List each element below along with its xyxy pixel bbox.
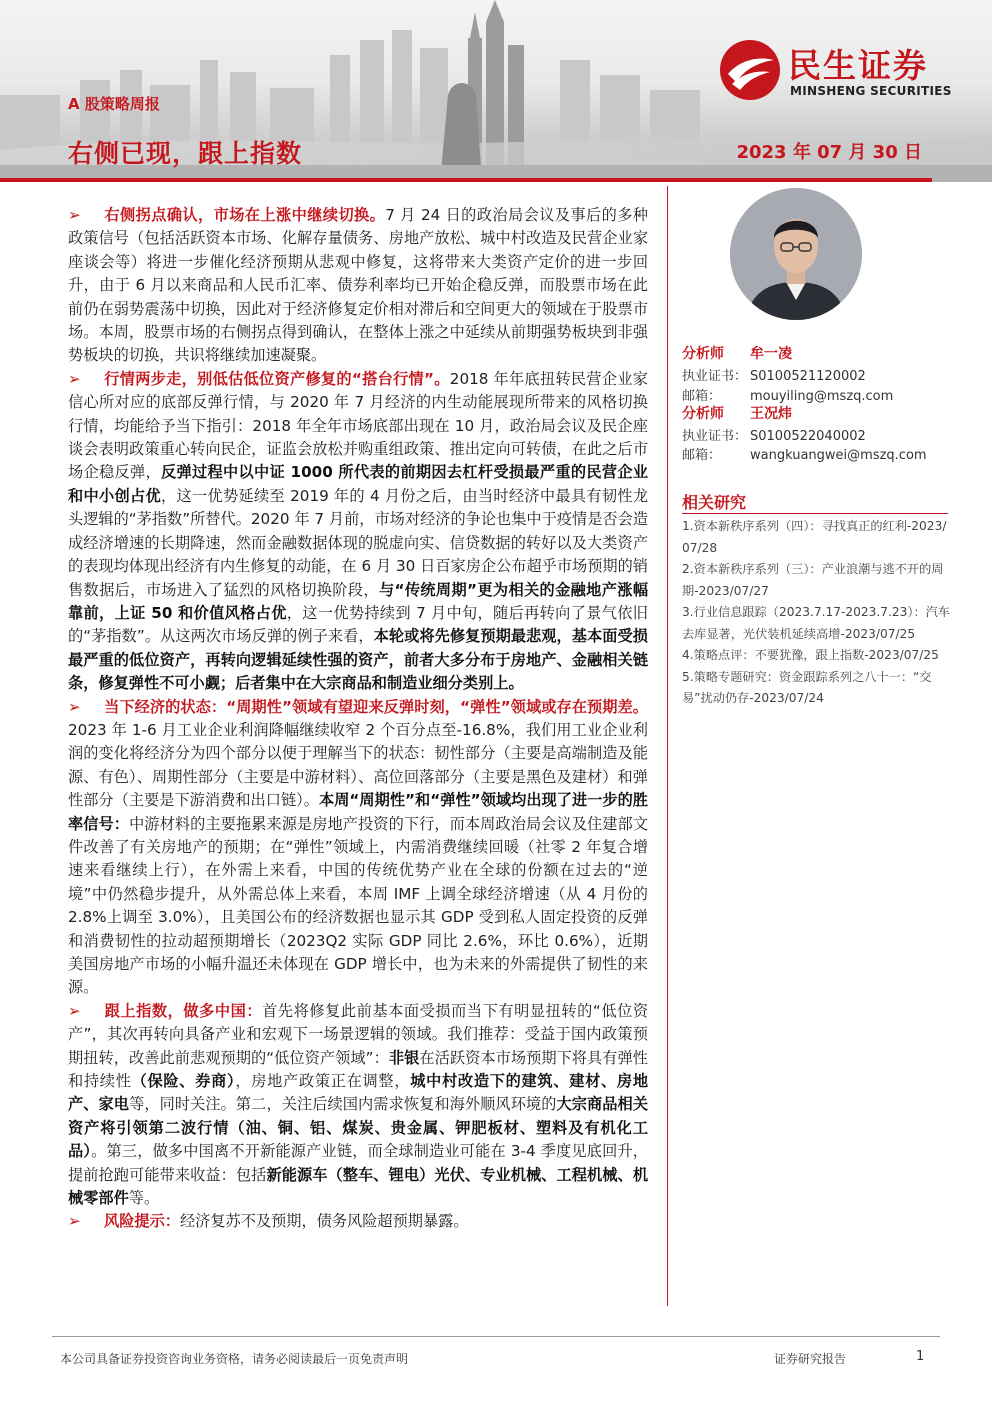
body-text: ，这一优势持续到 7 月中旬，随后再转向了景气依旧的“茅指数”。从这两次市场反弹的例子来看，: [68, 603, 648, 646]
bullet-paragraph: [68, 1210, 648, 1233]
bullet-paragraph: [68, 368, 648, 696]
analyst-1-mail-row: [682, 385, 893, 404]
emphasis-text: 非银: [388, 1048, 420, 1067]
emphasis-text: 城中村改造下的建筑、建材、房地产、家电: [68, 1072, 649, 1114]
bullet-arrow-icon: ➢: [68, 206, 81, 224]
emphasis-text: 大宗商品相关资产将引领第二波行情（油、铜、铝、煤炭、贵金属、钾肥板材、塑料及有机化工品）: [68, 1095, 649, 1161]
related-item[interactable]: 4.策略点评：不要犹豫，跟上指数-2023/07/25: [682, 648, 939, 662]
related-item[interactable]: 5.策略专题研究：资金跟踪系列之八十一：“交易”扰动仍存-2023/07/24: [682, 669, 932, 705]
analyst-name: 牟一凌: [750, 346, 792, 362]
related-item[interactable]: 1.资本新秩序系列（四）：寻找真正的红利-2023/07/28: [682, 519, 947, 555]
body-text: 2018 年年底扭转民营企业家信心所对应的底部反弹行情，与 2020 年 7 月经济的内生动能展现所带来的风格切换行情，均能给予当下指引：2018 年全年市场底部出现在 10 月，政治局会议及民企座谈会表明政策重心转向民企，证监会放松并购重组政策、推出定向可转债，在此之后市场企稳反弹，: [68, 369, 648, 482]
bullet-arrow-icon: ➢: [68, 1001, 81, 1020]
emphasis-text: 本轮或将先修复预期最悲观，基本面受损最严重的低位资产，再转向逻辑延续性强的资产，前者大多分布于房地产、金融相关链条，修复弹性不可小觑；后者集中在大宗商品和制造业细分类别上。: [68, 627, 648, 693]
cert-label: 执业证书：: [682, 369, 748, 384]
body-text: 2023 年 1-6 月工业企业利润降幅继续收窄 2 个百分点至-16.8%，我们用工业企业利润的变化将经济分为四个部分以便于理解当下的状态：韧性部分（主要是高端制造及能源、有色）、周期性部分（主要是中游材料）、高位回落部分（主要是黑色及建材）和弹性部分（主要是下游消费和出口链）。: [68, 720, 648, 810]
paragraph-lead: 当下经济的状态：“周期性”领域有望迎来反弹时刻，“弹性”领域或存在预期差。: [104, 697, 648, 716]
body-text: 等，同时关注。第二，关注后续国内需求恢复和海外顺风环境的: [129, 1095, 557, 1114]
bullet-arrow-icon: ➢: [68, 369, 81, 388]
cert-label: 执业证书：: [682, 429, 748, 444]
report-title: 右侧已现，跟上指数: [68, 139, 303, 168]
bullet-paragraph: [68, 204, 648, 368]
footer-rule: [52, 1336, 940, 1337]
mail-label: 邮箱：: [682, 389, 722, 404]
related-research-list: [682, 514, 954, 710]
paragraph-lead: 跟上指数，做多中国：: [104, 1001, 263, 1020]
body-text: 7 月 24 日的政治局会议及事后的多种政策信号（包括活跃资本市场、化解存量债务、房地产放松、城中村改造及民营企业家座谈会等）将进一步催化经济预期从悲观中修复，这将带来大类资产定价的进一步回升，由于 6 月以来商品和人民币汇率、债券利率均已开始企稳反弹，而股票市场在此前仍在弱势震荡中切换，因此对于经济修复定价相对滞后和空间更大的领域在于股票市场。本周，股票市场的右侧拐点得到确认，在整体上涨之中延续从前期强势板块到非强势板块的切换，共识将继续加速凝聚。: [68, 206, 648, 365]
analyst-1-cert-row: [682, 365, 866, 384]
analyst-role: 分析师: [682, 346, 724, 362]
body-text: ，房地产政策正在调整，: [235, 1072, 411, 1091]
footer-disclaimer: 本公司具备证券投资咨询业务资格，请务必阅读最后一页免责声明: [60, 1352, 409, 1366]
report-type: A 股策略周报: [68, 95, 160, 113]
email-link[interactable]: mouyiling@mszq.com: [750, 389, 894, 404]
bullet-arrow-icon: ➢: [68, 1212, 81, 1231]
emphasis-text: （保险、券商）: [131, 1072, 236, 1091]
report-body: [68, 204, 648, 1234]
body-text: ，这一优势延续至 2019 年的 4 月份之后，由当时经济中最具有韧性龙头逻辑的“茅指数”所替代。2020 年 7 月前，市场对经济的争论也集中于疫情是否会造成经济增速的长期降速，然而金融数据体现的脱虚向实、信贷数据的转好以及大类资产的表现均体现出经济有内生修复的动能，在 6 月 30 日百家房企公布超乎市场预期的销售数据后，市场进入了猛烈的风格切换阶段，: [68, 486, 649, 599]
paragraph-lead: 行情两步走，别低估低位资产修复的“搭台行情”。: [104, 369, 450, 388]
emphasis-text: 与“传统周期”更为相关的金融地产涨幅靠前，上证 50 和价值风格占优: [68, 580, 649, 622]
analyst-1-role-row: [682, 343, 792, 363]
minsheng-logo-icon: [718, 38, 782, 102]
related-item[interactable]: 3.行业信息跟踪（2023.7.17-2023.7.23）：汽车去库显著，光伏装机延续高增-2023/07/25: [682, 605, 951, 641]
logo-chinese-name: 民生证券: [788, 46, 928, 85]
analyst-2-cert-row: [682, 425, 866, 444]
bullet-paragraph: [68, 1000, 648, 1211]
report-date: 2023 年 07 月 30 日: [736, 142, 922, 163]
cert-number: S0100522040002: [750, 429, 866, 444]
body-text: 经济复苏不及预期，债务风险超预期暴露。: [179, 1212, 469, 1231]
body-text: 。第三，做多中国离不开新能源产业链，而全球制造业可能在 3-4 季度见底回升，提前抢跑可能带来收益：包括: [68, 1142, 648, 1184]
body-text: 等。: [128, 1189, 160, 1208]
header-banner: [0, 0, 992, 182]
analyst-name: 王况炜: [750, 406, 792, 422]
body-text: 首先将修复此前基本面受损而当下有明显扭转的“低位资产”，其次再转向具备产业和宏观下一场景逻辑的领域。我们推荐：受益于国内政策预期扭转，改善此前悲观预期的“低位资产领域”：: [68, 1001, 649, 1067]
analyst-2-role-row: [682, 403, 792, 423]
related-item[interactable]: 2.资本新秩序系列（三）：产业浪潮与逃不开的周期-2023/07/27: [682, 562, 944, 598]
logo-english-name: MINSHENG SECURITIES: [790, 84, 952, 98]
body-text: 在活跃资本市场预期下将具有弹性和持续性: [68, 1048, 648, 1091]
footer-report-label: 证券研究报告: [774, 1352, 847, 1366]
bullet-paragraph: [68, 696, 648, 1000]
page-number: 1: [916, 1349, 925, 1364]
email-link[interactable]: wangkuangwei@mszq.com: [750, 448, 927, 463]
cert-number: S0100521120002: [750, 369, 866, 384]
analyst-photo: [730, 188, 862, 320]
body-text: 中游材料的主要拖累来源是房地产投资的下行，而本周政治局会议及住建部文件改善了有关房地产的预期；在“弹性”领域上，内需消费继续回暖（社零 2 年复合增速来看继续上行），在外需上来看，中国的传统优势产业在全球的份额在过去的“逆境”中仍然稳步提升，从外需总体上来看，本周 IMF 上调全球经济增速（从 4 月份的 2.8%上调至 3.0%），且美国公布的经济数据也显示其 GDP 受到私人固定投资的反弹和消费韧性的拉动超预期增长（2023Q2 实际 GDP 同比 2.6%，环比 0.6%），近期美国房地产市场的小幅升温还未体现在 GDP 增长中，也为未来的外需提供了韧性的来源。: [68, 814, 649, 997]
mail-label: 邮箱：: [682, 448, 722, 463]
header-rule: [0, 178, 932, 182]
analyst-role: 分析师: [682, 406, 724, 422]
emphasis-text: 反弹过程中以中证 1000 所代表的前期因去杠杆受损最严重的民营企业和中小创占优: [68, 463, 648, 505]
emphasis-text: 新能源车（整车、锂电）光伏、专业机械、工程机械、机械零部件: [68, 1165, 649, 1208]
portrait-icon: [730, 188, 862, 320]
related-research-heading: 相关研究: [682, 493, 747, 512]
analyst-2-mail-row: [682, 444, 927, 463]
column-divider: [667, 186, 668, 1306]
emphasis-text: 本周“周期性”和“弹性”领域均出现了进一步的胜率信号：: [68, 791, 648, 833]
bullet-arrow-icon: ➢: [68, 697, 81, 716]
paragraph-lead: 风险提示：: [104, 1212, 180, 1231]
paragraph-lead: 右侧拐点确认，市场在上涨中继续切换。: [104, 206, 386, 224]
company-logo: [718, 38, 968, 102]
